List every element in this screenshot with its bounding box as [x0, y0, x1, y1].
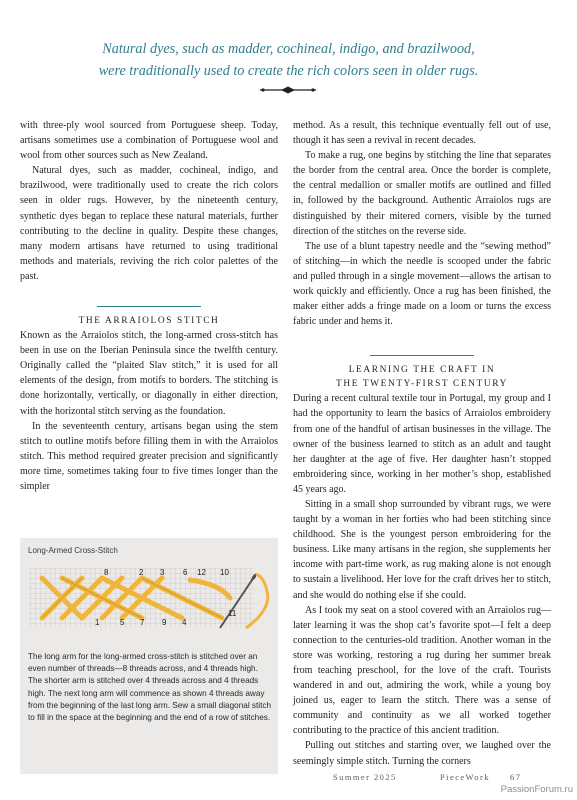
diagram-number-label: 2: [139, 568, 144, 577]
page-number: 67: [510, 773, 522, 782]
diagram-number-label: 4: [182, 618, 187, 627]
paragraph: Sitting in a small shop surrounded by vibrant rugs, we were taught by a woman in her forties who had been stitching since childhood. She is the youngest person embroidering for the business. Like many artisans in the region, she supplements her income with part-time work, as rug making alone is not enough to sustain a livelihood. Her love for the craft drives her to stitch, and she would do nothing else if she could.: [293, 498, 551, 601]
diagram-number-label: 3: [160, 568, 165, 577]
diagram-number-label: 9: [162, 618, 167, 627]
paragraph: Known as the Arraiolos stitch, the long-armed cross-stitch has been in use on the Iberian Peninsula since the twelfth century. Originally called the “plaited Slav stitch,” it is used for all elements of the design, from motifs to borders. The stitching is done horizontally, vertically, or diagonally in either direction, with the horizontal stitch serving as the foundation.: [20, 330, 278, 417]
stitch-diagram-illustration: [20, 538, 278, 650]
paragraph: Natural dyes, such as madder, cochineal, indigo, and brazilwood, were traditionally used to create the rich colors seen in older rugs. However, by the nineteenth century, synthetic dyes began to replace these natural materials, further contributing to the decline in quality. Despite these changes, many modern artisans have returned to using traditional methods and materials, reviving the rich color palettes of the past.: [20, 165, 278, 282]
paragraph: Pulling out stitches and starting over, we laughed over the seemingly simple stitch. Turning the corners: [293, 740, 551, 767]
footer-season: Summer 2025: [333, 773, 397, 782]
section-heading: THE ARRAIOLOS STITCH: [78, 316, 220, 327]
right-column: [293, 118, 551, 769]
diagram-number-label: 7: [140, 618, 145, 627]
stitch-diagram-figure: [20, 538, 278, 774]
diagram-number-label: 5: [120, 618, 125, 627]
footer-magazine: PieceWork: [440, 773, 491, 782]
diagram-number-label: 1: [95, 618, 100, 627]
paragraph: with three-ply wool sourced from Portuguese sheep. Today, artisans sometimes use a combination of Portuguese wool and wool from other sources such as New Zealand.: [20, 120, 278, 162]
section-heading-line-1: LEARNING THE CRAFT IN: [348, 365, 496, 376]
diagram-number-label: 6: [183, 568, 188, 577]
section-rule: [97, 306, 201, 307]
diagram-number-label: 12: [197, 568, 206, 577]
paragraph: method. As a result, this technique eventually fell out of use, though it has seen a revival in recent decades.: [293, 120, 551, 147]
figure-caption: The long arm for the long-armed cross-stitch is stitched over an even number of threads—8 threads across, and 4 threads high. The shorter arm is stitched over 4 threads across and 4 threads high. The next long arm will commence as shown 4 threads away from the beginning of the last long arm. Sew a small diagonal stitch to fill in the space at the beginning and the end of a row of stitches.: [28, 652, 272, 723]
pull-quote: [40, 38, 537, 82]
pull-quote-line-2: were traditionally used to create the rich colors seen in older rugs.: [98, 63, 479, 79]
paragraph: To make a rug, one begins by stitching the line that separates the border from the central area. Once the border is complete, the central medallion or smaller motifs are outlined and filled in, followed by the background. Authentic Arraiolos rugs are distinguished by their mitered corners, visible by the turned direction of the stitches on the reverse side.: [293, 150, 551, 237]
paragraph: The use of a blunt tapestry needle and the “sewing method” of stitching—in which the needle is scooped under the fabric and pulled through in a single movement—allows the artisan to work quickly and efficiently. Once a rug has been finished, the maker either adds a fringe made on a loom or turns the excess fabric under and hems it.: [293, 240, 551, 328]
section-heading-line-2: THE TWENTY-FIRST CENTURY: [336, 379, 508, 390]
diagram-number-label: 10: [220, 568, 229, 577]
ornament-divider-icon: [259, 86, 317, 94]
diagram-number-label: 11: [228, 609, 237, 618]
figure-title: Long-Armed Cross-Stitch: [28, 546, 118, 555]
paragraph: As I took my seat on a stool covered with an Arraiolos rug—later learning it was the shop cat’s favorite spot—I felt a deep connection to the centuries-old tradition. Another woman in the store was working, restoring a rug during her summer break from teaching preschool, for the love of the craft. Tourists wandered in and out, admiring the work, while a young boy joined us, eager to learn the stitch. There was a sense of community and continuity as we all worked together contributing to the practice of this ancient tradition.: [293, 604, 551, 737]
section-rule: [370, 355, 474, 356]
paragraph: In the seventeenth century, artisans began using the stem stitch to outline motifs before filling them in with the Arraiolos stitch. This method required greater precision and significantly more time, sometimes taking four to five times longer than the simpler: [20, 420, 278, 492]
pull-quote-line-1: Natural dyes, such as madder, cochineal, indigo, and brazilwood,: [102, 41, 475, 57]
left-column: [20, 118, 278, 494]
diagram-number-label: 8: [104, 568, 109, 577]
paragraph: During a recent cultural textile tour in Portugal, my group and I had the opportunity to learn the basics of Arraiolos embroidery from one of the handful of artisan businesses in the village. The owner of the business learned to stitch as an adult and taught her daughter at the age of five. Her daughter hasn’t stopped embroidering since, working in her mother’s shop, established 45 years ago.: [293, 393, 551, 495]
watermark: PassionForum.ru: [500, 784, 573, 795]
